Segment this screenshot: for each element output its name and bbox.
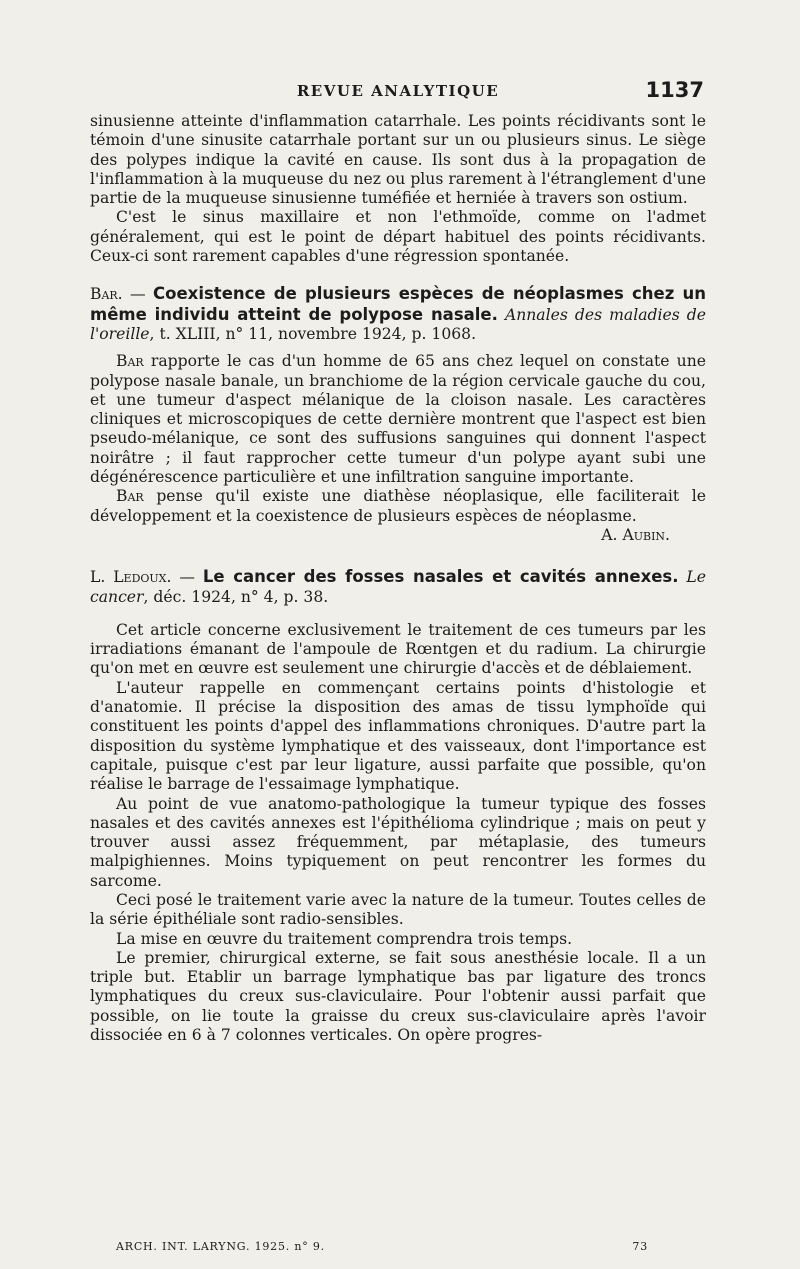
- article-author: L. Ledoux.: [90, 568, 172, 587]
- heading-dash: —: [122, 285, 154, 304]
- signature: A. Aubin.: [601, 525, 670, 544]
- paragraph: La mise en œuvre du traitement comprendra trois temps.: [116, 929, 573, 948]
- article-source: Le cancer: [90, 568, 706, 606]
- paragraph-text: rapporte le cas d'un homme de 65 ans chez lequel on constate une polypose nasale banale, un branchiome de la région cervicale gauche du cou, et une tumeur d'aspect mélanique de la cloison nasale. Les caractères cliniques et microscopiques de cette dernière montrent que l'aspect est bien pseudo-mélanique, ce sont des suffusions sanguines qui donnent l'aspect noirâtre ; il faut rapprocher cette tumeur d'un polype ayant subi une dégénérescence particulière et une infiltration sanguine importante.: [90, 352, 706, 487]
- article-reference: , déc. 1924, n° 4, p. 38.: [143, 587, 329, 606]
- paragraph: C'est le sinus maxillaire et non l'ethmoïde, comme on l'admet généralement, qui est le point de départ habituel des points récidivants. Ceux-ci sont rarement capables d'une régression spontanée.: [90, 208, 706, 266]
- paragraph: Ceci posé le traitement varie avec la nature de la tumeur. Toutes celles de la série épithéliale sont radio-sensibles.: [90, 890, 706, 929]
- heading-dash: —: [171, 568, 203, 587]
- article-title: Coexistence de plusieurs espèces de néoplasmes chez un même individu atteint de polypose nasale.: [90, 284, 706, 324]
- paragraph: [90, 352, 706, 487]
- paragraph: Cet article concerne exclusivement le traitement de ces tumeurs par les irradiations émanant de l'ampoule de Rœntgen et du radium. La chirurgie qu'on met en œuvre est seulement une chirurgie d'accès et de déblaiement.: [90, 620, 706, 678]
- author-name: Bar: [116, 487, 144, 506]
- article-source: Annales des maladies de l'oreille: [90, 305, 706, 343]
- page: [90, 78, 706, 1045]
- article-author: Bar.: [90, 285, 123, 304]
- paragraph: L'auteur rappelle en commençant certains points d'histologie et d'anatomie. Il précise la disposition des amas de tissu lymphoïde qui constituent les points d'appel des inflammations chroniques. D'autre part la disposition du système lymphatique et des vaisseaux, dont l'importance est capitale, puisque c'est par leur ligature, aussi parfaite que possible, qu'on réalise le barrage de l'essaimage lymphatique.: [90, 678, 706, 794]
- running-title: REVUE ANALYTIQUE: [296, 82, 500, 100]
- article-heading: [90, 567, 706, 607]
- paragraph: sinusienne atteinte d'inflammation catarrhale. Les points récidivants sont le témoin d'une sinusite catarrhale portant sur un ou plusieurs sinus. Le siège des polypes indique la cavité en cause. Ils sont dus à la propagation de l'inflammation à la muqueuse du nez ou plus rarement à l'étranglement d'une partie de la muqueuse sinusienne tuméfiée et herniée à travers son ostium.: [90, 112, 706, 208]
- running-header: [90, 78, 706, 112]
- article-title: Le cancer des fosses nasales et cavités annexes.: [202, 567, 679, 587]
- author-name: Bar: [116, 352, 144, 371]
- article-heading: [90, 284, 706, 344]
- paragraph: [90, 487, 706, 526]
- signature-mark: 73: [632, 1240, 648, 1253]
- journal-reference: ARCH. INT. LARYNG. 1925. n° 9.: [116, 1240, 325, 1253]
- paragraph-text: pense qu'il existe une diathèse néoplasique, elle faciliterait le développement et la coexistence de plusieurs espèces de néoplasme.: [90, 487, 706, 525]
- paragraph: Au point de vue anatomo-pathologique la tumeur typique des fosses nasales et des cavités annexes est l'épithélioma cylindrique ; mais on peut y trouver aussi assez fréquemment, par métaplasie, des tumeurs malpighiennes. Moins typiquement on peut rencontrer les formes du sarcome.: [90, 794, 706, 890]
- paragraph: Le premier, chirurgical externe, se fait sous anesthésie locale. Il a un triple but. Etablir un barrage lymphatique bas par ligature des troncs lymphatiques du creux sus-claviculaire. Pour l'obtenir aussi parfait que possible, on lie toute la graisse du creux sus-claviculaire après l'avoir dissociée en 6 à 7 colonnes verticales. On opère progres-: [90, 948, 706, 1045]
- article-reference: , t. XLIII, n° 11, novembre 1924, p. 1068.: [149, 324, 477, 343]
- page-footer: [116, 1240, 648, 1253]
- page-number: 1137: [645, 78, 704, 102]
